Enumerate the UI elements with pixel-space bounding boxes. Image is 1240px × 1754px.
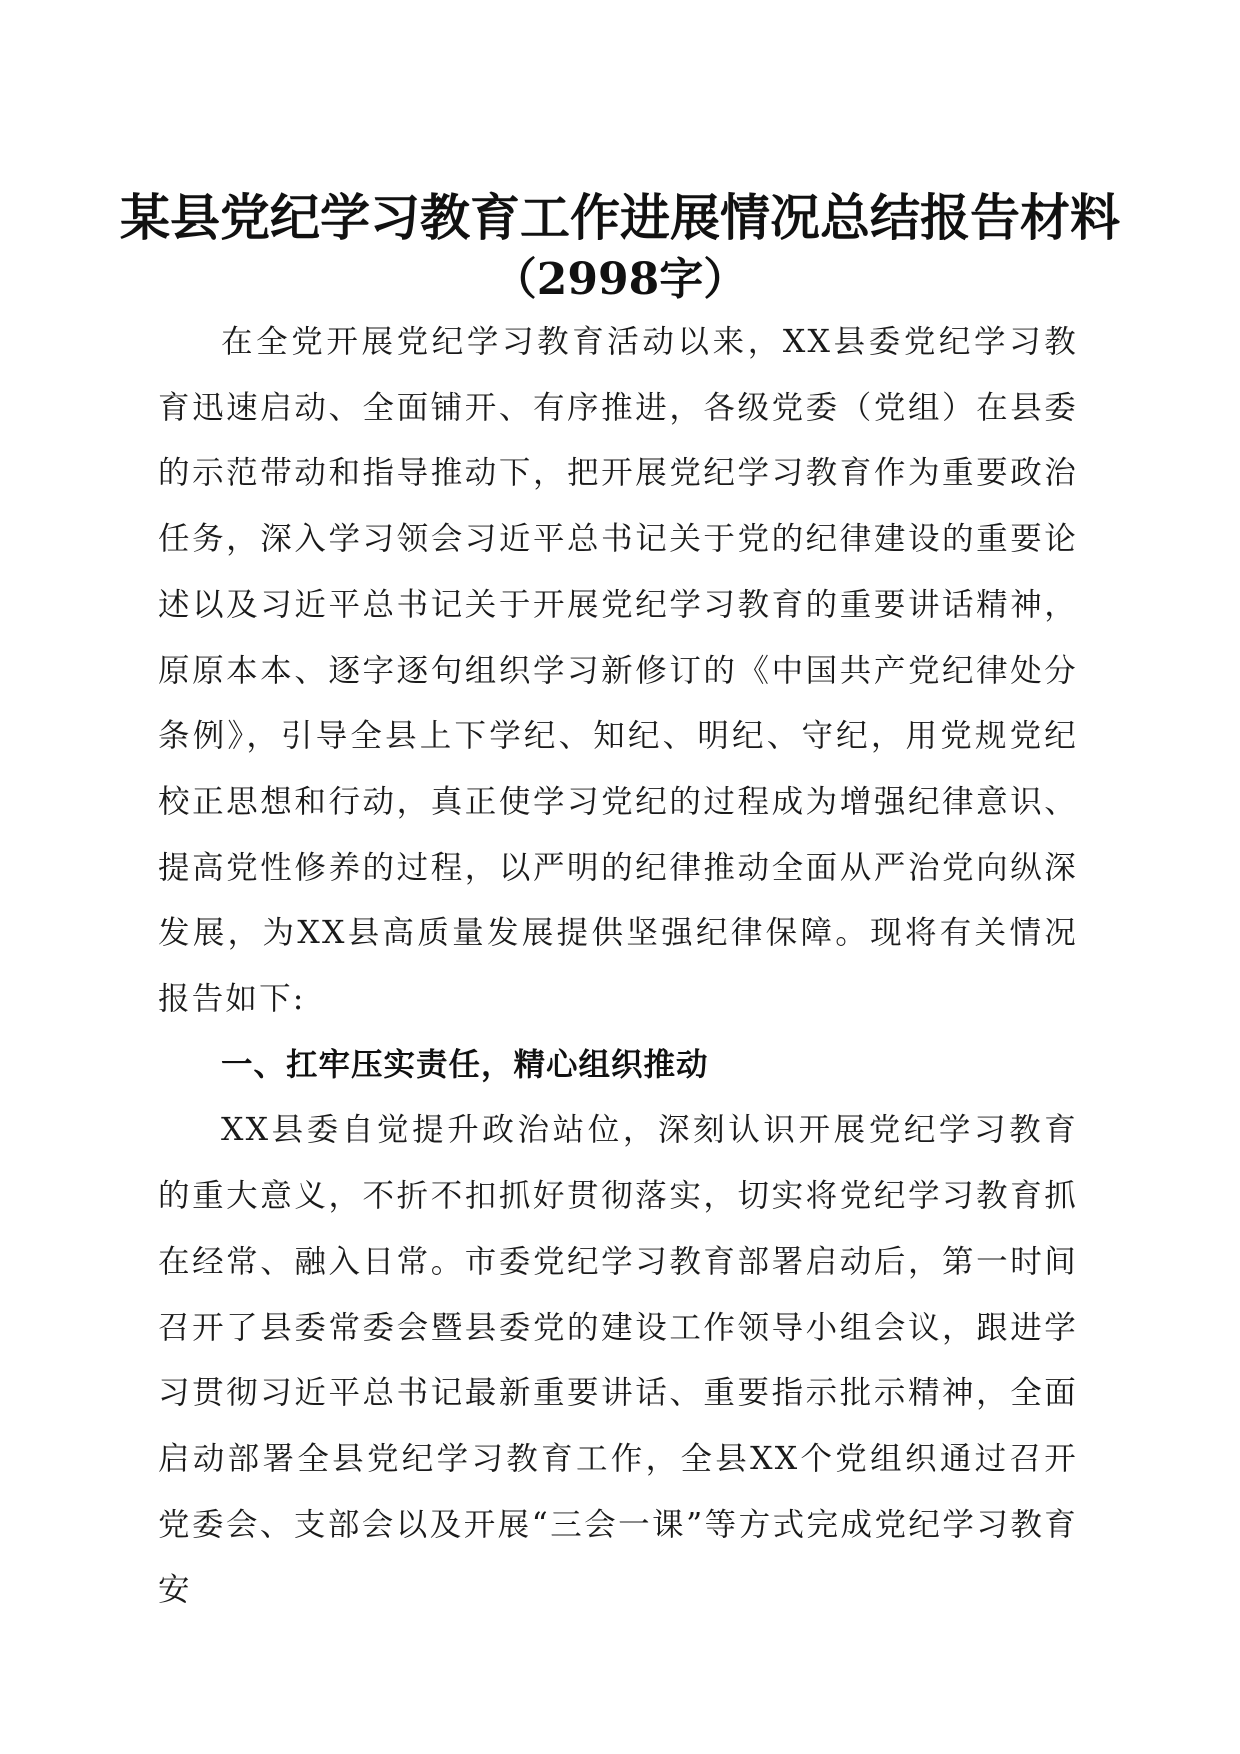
word-count-note: （2998字） [492, 254, 748, 305]
section-1-heading: 一、扛牢压实责任，精心组织推动 [221, 1046, 709, 1083]
intro-paragraph: 在全党开展党纪学习教育活动以来，XX县委党纪学习教育迅速启动、全面铺开、有序推进，各级党委（党组）在县委的示范带动和指导推动下，把开展党纪学习教育作为重要政治任务，深入学习领会习近平总书记关于党的纪律建设的重要论述以及习近平总书记关于开展党纪学习教育的重要讲话精神，原原本本、逐字逐句组织学习新修订的《中国共产党纪律处分条例》，引导全县上下学纪、知纪、明纪、守纪，用党规党纪校正思想和行动，真正使学习党纪的过程成为增强纪律意识、提高党性修养的过程，以严明的纪律推动全面从严治党向纵深发展，为XX县高质量发展提供坚强纪律保障。现将有关情况报告如下: [158, 324, 1078, 1018]
document-body [158, 310, 1078, 1624]
section-1-paragraph: XX县委自觉提升政治站位，深刻认识开展党纪学习教育的重大意义，不折不扣抓好贯彻落实，切实将党纪学习教育抓在经常、融入日常。市委党纪学习教育部署启动后，第一时间召开了县委常委会暨县委党的建设工作领导小组会议，跟进学习贯彻习近平总书记最新重要讲话、重要指示批示精神，全面启动部署全县党纪学习教育工作，全县XX个党组织通过召开党委会、支部会以及开展“三会一课”等方式完成党纪学习教育安 [158, 1112, 1078, 1609]
document-title: 某县党纪学习教育工作进展情况总结报告材料 [120, 188, 1120, 247]
